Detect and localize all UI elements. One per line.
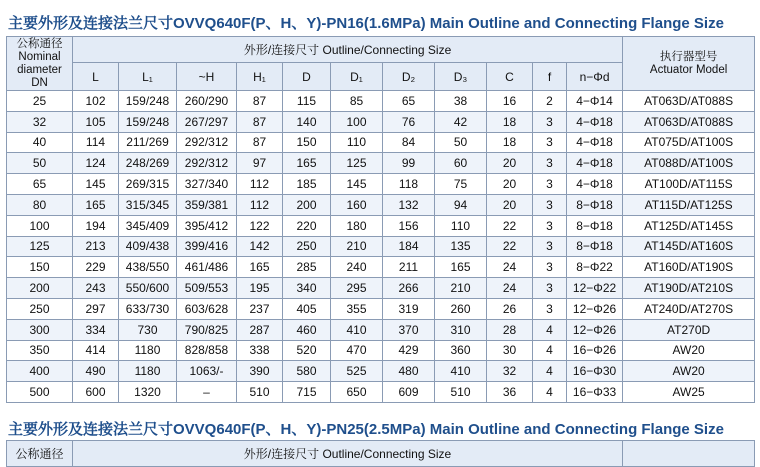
cell-d1: 100	[331, 111, 383, 132]
cell-l1: 211/269	[119, 132, 177, 153]
cell-l: 297	[73, 298, 119, 319]
cell-d2: 370	[383, 319, 435, 340]
cell-d3: 94	[435, 194, 487, 215]
cell-h: 327/340	[177, 174, 237, 195]
table-title-pn16: 主要外形及连接法兰尺寸OVVQ640F(P、H、Y)-PN16(1.6MPa) Main Outline and Connecting Flange Size	[8, 15, 724, 32]
table-row	[7, 382, 755, 403]
cell-d3: 110	[435, 215, 487, 236]
cell-dn: 125	[7, 236, 73, 257]
cell-l1: 438/550	[119, 257, 177, 278]
cell-f: 4	[533, 382, 567, 403]
table-row	[7, 111, 755, 132]
cell-actuator: AT240D/AT270S	[623, 298, 755, 319]
cell-actuator: AT115D/AT125S	[623, 194, 755, 215]
cell-h1: 338	[237, 340, 283, 361]
cell-d: 340	[283, 278, 331, 299]
cell-dn: 25	[7, 91, 73, 112]
cell-l: 124	[73, 153, 119, 174]
cell-n-d: 8−Φ18	[567, 194, 623, 215]
cell-h1: 142	[237, 236, 283, 257]
cell-actuator: AT075D/AT100S	[623, 132, 755, 153]
cell-h1: 390	[237, 361, 283, 382]
cell-l1: 409/438	[119, 236, 177, 257]
cell-l: 105	[73, 111, 119, 132]
cell-f: 4	[533, 319, 567, 340]
cell-c: 20	[487, 174, 533, 195]
cell-h: 292/312	[177, 153, 237, 174]
spec-table-pn25	[6, 440, 755, 467]
cell-d1: 125	[331, 153, 383, 174]
cell-f: 2	[533, 91, 567, 112]
cell-l: 213	[73, 236, 119, 257]
table-row	[7, 319, 755, 340]
cell-d: 250	[283, 236, 331, 257]
cell-h: 509/553	[177, 278, 237, 299]
cell-f: 3	[533, 132, 567, 153]
cell-l1: 1180	[119, 340, 177, 361]
cell-l1: 1180	[119, 361, 177, 382]
cell-d3: 510	[435, 382, 487, 403]
cell-d3: 165	[435, 257, 487, 278]
table-row	[7, 194, 755, 215]
cell-d3: 360	[435, 340, 487, 361]
cell-d1: 85	[331, 91, 383, 112]
cell-d2: 84	[383, 132, 435, 153]
cell-h: 828/858	[177, 340, 237, 361]
cell-dn: 80	[7, 194, 73, 215]
cell-f: 3	[533, 215, 567, 236]
cell-f: 3	[533, 194, 567, 215]
cell-f: 3	[533, 236, 567, 257]
cell-d1: 160	[331, 194, 383, 215]
cell-h: 790/825	[177, 319, 237, 340]
col-header-l: L	[73, 63, 119, 91]
cell-f: 4	[533, 361, 567, 382]
cell-actuator: AT100D/AT115S	[623, 174, 755, 195]
cell-l: 102	[73, 91, 119, 112]
cell-d2: 76	[383, 111, 435, 132]
col-header-d2: D₂	[383, 63, 435, 91]
cell-actuator: AT270D	[623, 319, 755, 340]
cell-c: 24	[487, 278, 533, 299]
cell-d3: 410	[435, 361, 487, 382]
cell-d2: 184	[383, 236, 435, 257]
cell-h: 359/381	[177, 194, 237, 215]
cell-l: 490	[73, 361, 119, 382]
cell-h: 260/290	[177, 91, 237, 112]
cell-l1: 248/269	[119, 153, 177, 174]
cell-n-d: 12−Φ22	[567, 278, 623, 299]
cell-n-d: 16−Φ30	[567, 361, 623, 382]
col-header-c: C	[487, 63, 533, 91]
cell-d3: 50	[435, 132, 487, 153]
cell-d2: 99	[383, 153, 435, 174]
cell-dn: 40	[7, 132, 73, 153]
cell-d1: 295	[331, 278, 383, 299]
cell-actuator: AT125D/AT145S	[623, 215, 755, 236]
table-row	[7, 132, 755, 153]
cell-c: 22	[487, 236, 533, 257]
cell-d3: 60	[435, 153, 487, 174]
cell-h1: 287	[237, 319, 283, 340]
cell-d1: 240	[331, 257, 383, 278]
cell-h: 267/297	[177, 111, 237, 132]
cell-c: 18	[487, 132, 533, 153]
cell-d2: 319	[383, 298, 435, 319]
cell-l: 600	[73, 382, 119, 403]
cell-actuator: AT063D/AT088S	[623, 91, 755, 112]
cell-h1: 87	[237, 132, 283, 153]
cell-d: 580	[283, 361, 331, 382]
cell-d1: 525	[331, 361, 383, 382]
cell-d: 115	[283, 91, 331, 112]
cell-h: 1063/-	[177, 361, 237, 382]
cell-actuator: AT160D/AT190S	[623, 257, 755, 278]
cell-l: 243	[73, 278, 119, 299]
cell-dn: 350	[7, 340, 73, 361]
dn-header-2: 公称通径	[7, 441, 73, 467]
table-row	[7, 278, 755, 299]
cell-n-d: 12−Φ26	[567, 319, 623, 340]
col-header-f: f	[533, 63, 567, 91]
table-row	[7, 215, 755, 236]
dims-group-header: 外形/连接尺寸 Outline/Connecting Size	[73, 37, 623, 63]
cell-dn: 32	[7, 111, 73, 132]
dn-header: 公称通径 Nominal diameter DN	[7, 37, 73, 91]
cell-h1: 122	[237, 215, 283, 236]
cell-c: 20	[487, 194, 533, 215]
cell-d: 715	[283, 382, 331, 403]
cell-l1: 345/409	[119, 215, 177, 236]
table-row	[7, 340, 755, 361]
cell-l: 229	[73, 257, 119, 278]
cell-c: 24	[487, 257, 533, 278]
cell-dn: 100	[7, 215, 73, 236]
cell-dn: 200	[7, 278, 73, 299]
cell-l1: 633/730	[119, 298, 177, 319]
cell-n-d: 4−Φ18	[567, 174, 623, 195]
cell-d: 185	[283, 174, 331, 195]
cell-d2: 211	[383, 257, 435, 278]
cell-c: 32	[487, 361, 533, 382]
cell-n-d: 4−Φ18	[567, 111, 623, 132]
cell-n-d: 8−Φ18	[567, 215, 623, 236]
cell-d1: 355	[331, 298, 383, 319]
cell-d: 150	[283, 132, 331, 153]
cell-l1: 1320	[119, 382, 177, 403]
table-row	[7, 153, 755, 174]
cell-d2: 156	[383, 215, 435, 236]
cell-l1: 159/248	[119, 91, 177, 112]
cell-f: 3	[533, 153, 567, 174]
cell-f: 4	[533, 340, 567, 361]
cell-d2: 132	[383, 194, 435, 215]
cell-h1: 112	[237, 174, 283, 195]
cell-c: 26	[487, 298, 533, 319]
cell-h1: 237	[237, 298, 283, 319]
cell-c: 36	[487, 382, 533, 403]
cell-dn: 400	[7, 361, 73, 382]
col-header-d1: D₁	[331, 63, 383, 91]
cell-d1: 470	[331, 340, 383, 361]
cell-d2: 480	[383, 361, 435, 382]
cell-h: 461/486	[177, 257, 237, 278]
col-header-h1: H₁	[237, 63, 283, 91]
actuator-header-2	[623, 441, 755, 467]
cell-f: 3	[533, 257, 567, 278]
cell-actuator: AT063D/AT088S	[623, 111, 755, 132]
cell-actuator: AW20	[623, 340, 755, 361]
cell-f: 3	[533, 278, 567, 299]
col-header-h: ~H	[177, 63, 237, 91]
cell-dn: 250	[7, 298, 73, 319]
cell-l: 114	[73, 132, 119, 153]
cell-d: 520	[283, 340, 331, 361]
cell-dn: 300	[7, 319, 73, 340]
cell-actuator: AW25	[623, 382, 755, 403]
cell-d1: 410	[331, 319, 383, 340]
cell-d1: 210	[331, 236, 383, 257]
cell-h: 395/412	[177, 215, 237, 236]
cell-h1: 510	[237, 382, 283, 403]
cell-h1: 112	[237, 194, 283, 215]
cell-d3: 135	[435, 236, 487, 257]
cell-d: 140	[283, 111, 331, 132]
cell-d: 220	[283, 215, 331, 236]
table-row	[7, 257, 755, 278]
cell-d1: 145	[331, 174, 383, 195]
cell-h1: 87	[237, 111, 283, 132]
col-header-d: D	[283, 63, 331, 91]
cell-c: 16	[487, 91, 533, 112]
cell-d2: 118	[383, 174, 435, 195]
cell-l: 414	[73, 340, 119, 361]
cell-c: 18	[487, 111, 533, 132]
col-header-n-d: n−Φd	[567, 63, 623, 91]
cell-h: 603/628	[177, 298, 237, 319]
cell-dn: 500	[7, 382, 73, 403]
cell-d3: 260	[435, 298, 487, 319]
cell-actuator: AT145D/AT160S	[623, 236, 755, 257]
cell-dn: 50	[7, 153, 73, 174]
cell-n-d: 12−Φ26	[567, 298, 623, 319]
col-header-d3: D₃	[435, 63, 487, 91]
cell-n-d: 16−Φ26	[567, 340, 623, 361]
cell-dn: 65	[7, 174, 73, 195]
cell-l: 334	[73, 319, 119, 340]
cell-n-d: 4−Φ18	[567, 153, 623, 174]
cell-c: 20	[487, 153, 533, 174]
cell-actuator: AT088D/AT100S	[623, 153, 755, 174]
cell-n-d: 8−Φ18	[567, 236, 623, 257]
cell-l1: 730	[119, 319, 177, 340]
cell-h: –	[177, 382, 237, 403]
cell-d: 165	[283, 153, 331, 174]
cell-l: 194	[73, 215, 119, 236]
cell-f: 3	[533, 298, 567, 319]
cell-c: 30	[487, 340, 533, 361]
table-row	[7, 91, 755, 112]
table-row	[7, 298, 755, 319]
cell-h1: 97	[237, 153, 283, 174]
cell-d3: 75	[435, 174, 487, 195]
cell-n-d: 8−Φ22	[567, 257, 623, 278]
table-body	[7, 91, 755, 403]
cell-f: 3	[533, 174, 567, 195]
cell-l1: 550/600	[119, 278, 177, 299]
cell-d1: 180	[331, 215, 383, 236]
cell-d1: 110	[331, 132, 383, 153]
cell-c: 22	[487, 215, 533, 236]
cell-l1: 159/248	[119, 111, 177, 132]
cell-l1: 315/345	[119, 194, 177, 215]
cell-d3: 310	[435, 319, 487, 340]
cell-actuator: AW20	[623, 361, 755, 382]
cell-actuator: AT190D/AT210S	[623, 278, 755, 299]
cell-h: 399/416	[177, 236, 237, 257]
cell-d2: 266	[383, 278, 435, 299]
cell-h: 292/312	[177, 132, 237, 153]
actuator-header: 执行器型号 Actuator Model	[623, 37, 755, 91]
cell-n-d: 16−Φ33	[567, 382, 623, 403]
cell-d: 285	[283, 257, 331, 278]
cell-h1: 87	[237, 91, 283, 112]
cell-l: 145	[73, 174, 119, 195]
cell-d3: 210	[435, 278, 487, 299]
cell-d2: 609	[383, 382, 435, 403]
table-row	[7, 236, 755, 257]
cell-d: 405	[283, 298, 331, 319]
cell-h1: 165	[237, 257, 283, 278]
table-row	[7, 361, 755, 382]
cell-d3: 38	[435, 91, 487, 112]
cell-d2: 429	[383, 340, 435, 361]
cell-f: 3	[533, 111, 567, 132]
table-title-pn25: 主要外形及连接法兰尺寸OVVQ640F(P、H、Y)-PN25(2.5MPa) Main Outline and Connecting Flange Size	[8, 421, 724, 438]
dims-group-header-2: 外形/连接尺寸 Outline/Connecting Size	[73, 441, 623, 467]
cell-n-d: 4−Φ18	[567, 132, 623, 153]
col-header-l1: L₁	[119, 63, 177, 91]
cell-d3: 42	[435, 111, 487, 132]
cell-c: 28	[487, 319, 533, 340]
cell-d1: 650	[331, 382, 383, 403]
cell-n-d: 4−Φ14	[567, 91, 623, 112]
cell-d: 200	[283, 194, 331, 215]
cell-h1: 195	[237, 278, 283, 299]
cell-l1: 269/315	[119, 174, 177, 195]
cell-dn: 150	[7, 257, 73, 278]
cell-l: 165	[73, 194, 119, 215]
table-row	[7, 174, 755, 195]
spec-table-pn16	[6, 36, 755, 403]
cell-d2: 65	[383, 91, 435, 112]
cell-d: 460	[283, 319, 331, 340]
